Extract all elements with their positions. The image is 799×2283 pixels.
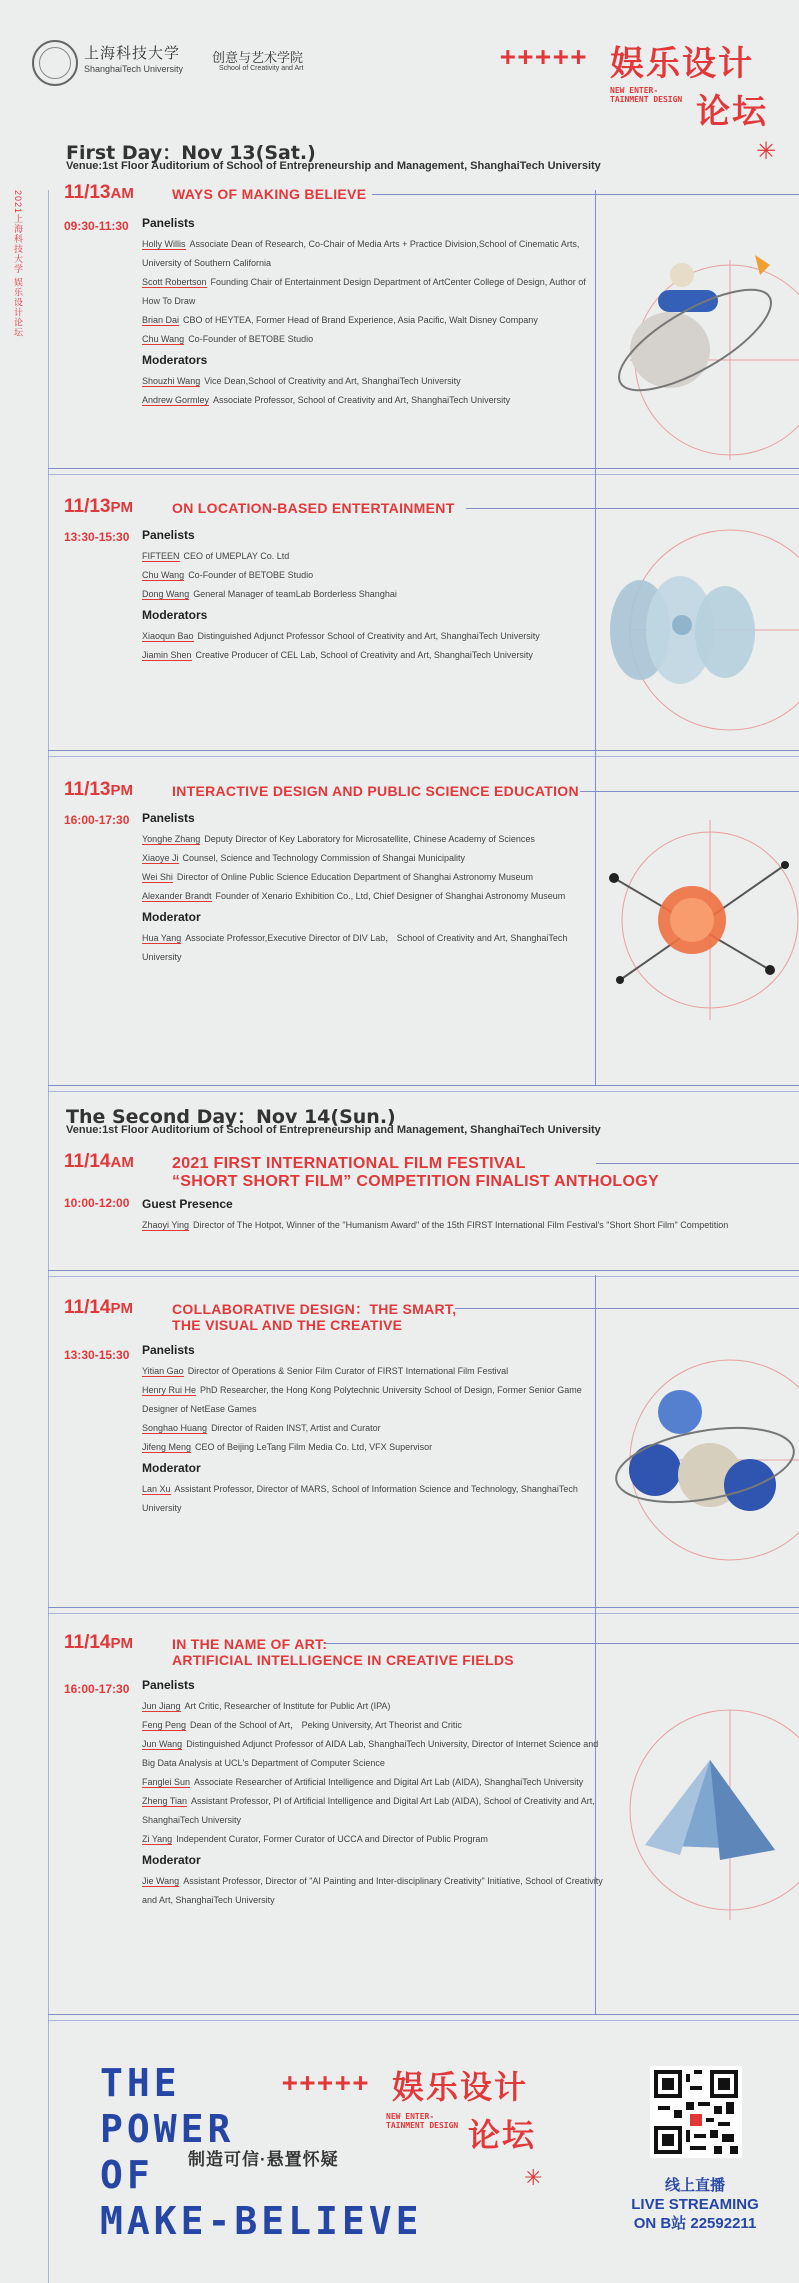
session-3 xyxy=(64,779,604,967)
day1-venue: Venue:1st Floor Auditorium of School of Entrepreneurship and Management, ShanghaiTech University xyxy=(66,160,601,172)
group-label: Guest Presence xyxy=(142,1197,233,1211)
session-4 xyxy=(64,1151,784,1235)
decorative-3d-art xyxy=(600,220,799,460)
speaker-entry: Fanglei Sun Associate Researcher of Artificial Intelligence and Digital Art Lab (AIDA), ShanghaiTech University xyxy=(142,1777,584,1787)
divider xyxy=(48,1270,799,1271)
session-date: 11/13PM xyxy=(64,779,133,800)
session-body xyxy=(142,1197,784,1235)
title-rule xyxy=(580,791,799,792)
brand-cn-line-2: 论坛 xyxy=(468,2116,537,2154)
qr-code-icon[interactable] xyxy=(650,2066,742,2158)
session-title: ON LOCATION-BASED ENTERTAINMENT xyxy=(172,500,455,516)
session-5 xyxy=(64,1297,604,1518)
session-time: 16:00-17:30 xyxy=(64,1682,130,1696)
divider xyxy=(48,468,799,469)
session-date: 11/14PM xyxy=(64,1632,133,1653)
session-title: WAYS OF MAKING BELIEVE xyxy=(172,186,367,202)
brand-cn-line-1: 娱乐设计 xyxy=(392,2068,529,2106)
decorative-3d-art xyxy=(600,520,799,750)
session-date: 11/14AM xyxy=(64,1151,134,1172)
divider xyxy=(48,2014,799,2015)
speaker-entry: Yitian Gao Director of Operations & Senior Film Curator of FIRST International Film Festival xyxy=(142,1366,509,1376)
group-label: Moderator xyxy=(142,1853,201,1867)
speaker-entry: Zi Yang Independent Curator, Former Curator of UCCA and Director of Public Program xyxy=(142,1834,488,1844)
live-streaming-info: 线上直播 LIVE STREAMING ON B站 22592211 xyxy=(631,2177,759,2232)
session-time: 16:00-17:30 xyxy=(64,813,130,827)
speaker-entry: Alexander Brandt Founder of Xenario Exhibition Co., Ltd, Chief Designer of Shanghai Astronomy Museum xyxy=(142,891,566,901)
session-6 xyxy=(64,1632,604,1910)
footer-slogan: 制造可信·悬置怀疑 xyxy=(188,2150,339,2169)
speaker-entry: Xiaoqun Bao Distinguished Adjunct Professor School of Creativity and Art, ShanghaiTech University xyxy=(142,631,540,641)
speaker-entry: Henry Rui He PhD Researcher, the Hong Kong Polytechnic University School of Design, Former Senior Game Designer of NetEase Games xyxy=(142,1385,582,1414)
speaker-entry: FIFTEEN CEO of UMEPLAY Co. Ltd xyxy=(142,551,290,561)
side-vertical-text: 2021上海科技大学 娱乐设计论坛 xyxy=(13,190,23,338)
session-title: 2021 FIRST INTERNATIONAL FILM FESTIVAL “SHORT SHORT FILM” COMPETITION FINALIST ANTHOLOGY xyxy=(172,1155,659,1190)
group-label: Moderators xyxy=(142,353,208,367)
divider xyxy=(48,756,799,757)
speaker-entry: Lan Xu Assistant Professor, Director of MARS, School of Information Science and Technology, ShanghaiTech University xyxy=(142,1484,578,1513)
asterisk-icon: ✳ xyxy=(524,2165,543,2190)
school-name-en: School of Creativity and Art xyxy=(219,65,304,72)
decorative-3d-art xyxy=(600,820,799,1020)
decorative-3d-art xyxy=(600,1680,799,1920)
brand-en: NEW ENTER- TAINMENT DESIGN xyxy=(610,86,683,104)
day2-venue: Venue:1st Floor Auditorium of School of Entrepreneurship and Management, ShanghaiTech University xyxy=(66,1124,601,1136)
speaker-entry: Hua Yang Associate Professor,Executive Director of DIV Lab， School of Creativity and Art, ShanghaiTech University xyxy=(142,933,568,962)
speaker-entry: Wei Shi Director of Online Public Science Education Department of Shanghai Astronomy Museum xyxy=(142,872,534,882)
day1-title: First Day：Nov 13(Sat.) xyxy=(66,142,316,164)
divider xyxy=(48,1607,799,1608)
speaker-entry: Jie Wang Assistant Professor, Director of "AI Painting and Inter-disciplinary Creativity" Initiative, School of Creativity and Art, ShanghaiTech University xyxy=(142,1876,603,1905)
group-label: Panelists xyxy=(142,811,195,825)
session-date: 11/13PM xyxy=(64,496,133,517)
session-date: 11/13AM xyxy=(64,182,134,203)
day2-title: The Second Day：Nov 14(Sun.) xyxy=(66,1106,396,1128)
speaker-entry: Dong Wang General Manager of teamLab Borderless Shanghai xyxy=(142,589,397,599)
speaker-entry: Jun Jiang Art Critic, Researcher of Institute for Public Art (IPA) xyxy=(142,1701,391,1711)
group-label: Panelists xyxy=(142,216,195,230)
speaker-entry: Songhao Huang Director of Raiden INST, Artist and Curator xyxy=(142,1423,381,1433)
divider xyxy=(48,1276,799,1277)
group-label: Moderators xyxy=(142,608,208,622)
school-name-cn: 创意与艺术学院 xyxy=(212,51,304,66)
speaker-entry: Brian Dai CBO of HEYTEA, Former Head of Brand Experience, Asia Pacific, Walt Disney Company xyxy=(142,315,538,325)
speaker-entry: Xiaoye Ji Counsel, Science and Technology Commission of Shangai Municipality xyxy=(142,853,466,863)
speaker-entry: Chu Wang Co-Founder of BETOBE Studio xyxy=(142,334,314,344)
brand-cn-line-1: 娱乐设计 xyxy=(610,44,754,84)
speaker-entry: Yonghe Zhang Deputy Director of Key Laboratory for Microsatellite, Chinese Academy of Sciences xyxy=(142,834,535,844)
speaker-entry: Jun Wang Distinguished Adjunct Professor of AIDA Lab, ShanghaiTech University, Director of Internet Science and Big Data Analysis at UCL's Department of Computer Science xyxy=(142,1739,599,1768)
session-time: 10:00-12:00 xyxy=(64,1196,130,1210)
speaker-entry: Andrew Gormley Associate Professor, School of Creativity and Art, ShanghaiTech University xyxy=(142,395,511,405)
session-body xyxy=(142,216,604,410)
divider xyxy=(48,1091,799,1092)
session-title: IN THE NAME OF ART: ARTIFICIAL INTELLIGENCE IN CREATIVE FIELDS xyxy=(172,1636,514,1668)
divider xyxy=(48,474,799,475)
divider xyxy=(48,1085,799,1086)
speaker-entry: Chu Wang Co-Founder of BETOBE Studio xyxy=(142,570,314,580)
group-label: Panelists xyxy=(142,1678,195,1692)
session-body xyxy=(142,1343,604,1518)
footer-brand-logo xyxy=(282,2062,572,2162)
asterisk-icon: ✳ xyxy=(756,138,777,165)
speaker-entry: Holly Willis Associate Dean of Research, Co-Chair of Media Arts + Practice Division,School of Cinematic Arts, University of Southern California xyxy=(142,239,580,268)
speaker-entry: Zhaoyi Ying Director of The Hotpot, Winner of the "Humanism Award" of the 15th FIRST International Film Festival's "Short Short Film" Competition xyxy=(142,1220,729,1230)
university-seal-icon xyxy=(32,40,78,86)
speaker-entry: Jifeng Meng CEO of Beijing LeTang Film Media Co. Ltd, VFX Supervisor xyxy=(142,1442,433,1452)
session-1 xyxy=(64,182,604,410)
divider xyxy=(48,2020,799,2021)
brand-ticks: +++++ xyxy=(500,42,589,72)
footer-power-text: THE POWER OF MAKE-BELIEVE xyxy=(100,2061,423,2243)
session-title: INTERACTIVE DESIGN AND PUBLIC SCIENCE EDUCATION xyxy=(172,783,579,799)
group-label: Panelists xyxy=(142,528,195,542)
forum-brand-logo xyxy=(500,36,790,136)
session-title: COLLABORATIVE DESIGN：THE SMART, THE VISUAL AND THE CREATIVE xyxy=(172,1301,457,1333)
session-time: 13:30-15:30 xyxy=(64,530,130,544)
speaker-entry: Jiamin Shen Creative Producer of CEL Lab, School of Creativity and Art, ShanghaiTech University xyxy=(142,650,533,660)
divider xyxy=(48,1613,799,1614)
brand-cn-line-2: 论坛 xyxy=(696,92,768,132)
session-2 xyxy=(64,496,604,665)
decorative-3d-art xyxy=(600,1340,799,1580)
brand-en: NEW ENTER- TAINMENT DESIGN xyxy=(386,2112,459,2130)
session-time: 09:30-11:30 xyxy=(64,219,129,233)
session-time: 13:30-15:30 xyxy=(64,1348,130,1362)
speaker-entry: Scott Robertson Founding Chair of Entertainment Design Department of ArtCenter College of Design, Author of How To Draw xyxy=(142,277,586,306)
university-name-en: ShanghaiTech University xyxy=(84,64,184,74)
frame-left-line xyxy=(48,190,49,2283)
university-name-cn: 上海科技大学 xyxy=(84,44,181,62)
speaker-entry: Feng Peng Dean of the School of Art， Peking University, Art Theorist and Critic xyxy=(142,1720,462,1730)
speaker-entry: Shouzhi Wang Vice Dean,School of Creativity and Art, ShanghaiTech University xyxy=(142,376,461,386)
session-date: 11/14PM xyxy=(64,1297,133,1318)
session-body xyxy=(142,1678,604,1910)
session-body xyxy=(142,528,604,665)
brand-ticks: +++++ xyxy=(282,2068,371,2098)
group-label: Moderator xyxy=(142,910,201,924)
header xyxy=(0,0,799,140)
session-body xyxy=(142,811,604,967)
speaker-entry: Zheng Tian Assistant Professor, PI of Artificial Intelligence and Digital Art Lab (AIDA), School of Creativity and Art, ShanghaiTech University xyxy=(142,1796,595,1825)
group-label: Panelists xyxy=(142,1343,195,1357)
group-label: Moderator xyxy=(142,1461,201,1475)
divider xyxy=(48,750,799,751)
